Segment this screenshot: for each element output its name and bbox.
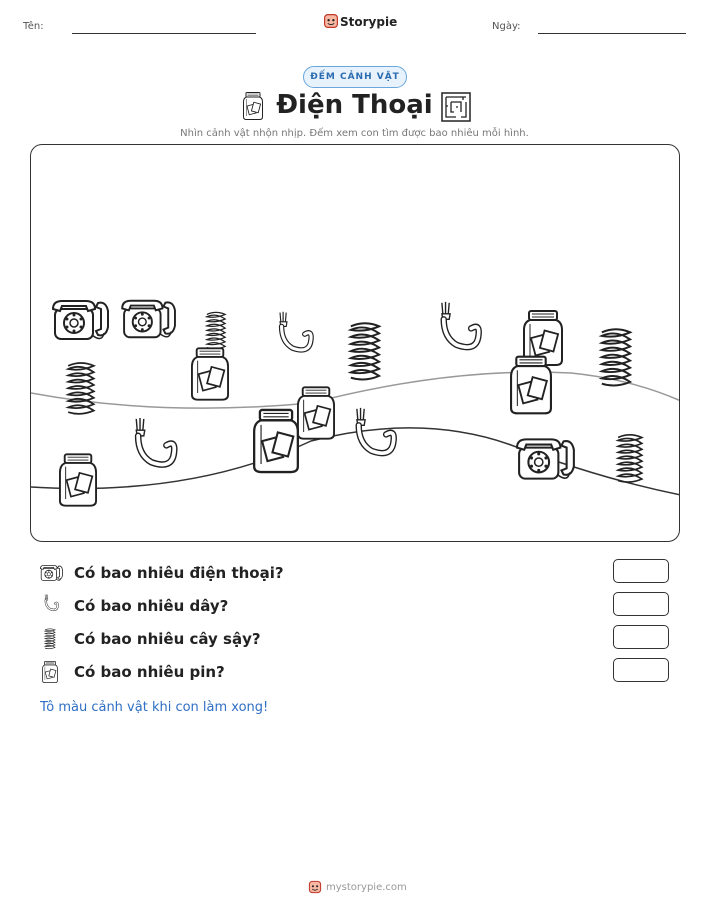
wire-3 — [136, 418, 174, 465]
question-batteries: Có bao nhiêu pin? — [74, 663, 225, 681]
question-wires: Có bao nhiêu dây? — [74, 597, 229, 615]
foreground-hill-line — [31, 428, 680, 495]
battery-jar-1 — [192, 348, 228, 399]
battery-jar-3 — [511, 357, 551, 414]
wire-1 — [280, 312, 311, 350]
wire-2 — [442, 302, 479, 347]
battery-jar-5 — [254, 410, 298, 472]
spring-1 — [207, 312, 225, 348]
date-line[interactable] — [538, 33, 686, 34]
question-telephones: Có bao nhiêu điện thoại? — [74, 564, 284, 582]
brand-name: Storypie — [340, 15, 398, 29]
battery-jar-4 — [298, 387, 334, 438]
answer-box-wires[interactable] — [613, 592, 669, 616]
telephone-3 — [517, 439, 574, 478]
spring-icon — [43, 628, 57, 650]
name-label: Tên: — [23, 21, 44, 32]
footer-website[interactable]: mystorypie.com — [326, 882, 407, 893]
coloring-note: Tô màu cảnh vật khi con làm xong! — [40, 700, 269, 715]
spring-4 — [68, 363, 94, 414]
date-label: Ngày: — [492, 21, 521, 32]
category-badge: ĐẾM CẢNH VẬT — [303, 66, 407, 88]
battery-jar-icon — [42, 661, 58, 683]
spring-2 — [351, 323, 379, 379]
counting-scene — [30, 144, 680, 542]
spring-5 — [618, 435, 642, 482]
telephone-icon — [40, 563, 64, 583]
storypie-footer-icon — [308, 880, 322, 894]
telephone-2 — [122, 301, 175, 337]
answer-box-batteries[interactable] — [613, 658, 669, 682]
storypie-logo-icon — [323, 13, 339, 29]
maze-icon — [441, 92, 471, 122]
spring-3 — [602, 329, 630, 385]
question-springs: Có bao nhiêu cây sậy? — [74, 630, 261, 648]
name-line[interactable] — [72, 33, 256, 34]
answer-box-springs[interactable] — [613, 625, 669, 649]
instructions: Nhìn cảnh vật nhộn nhịp. Đếm xem con tìm được bao nhiêu mỗi hình. — [180, 128, 529, 139]
background-hill-line — [31, 372, 680, 408]
page-title: Điện Thoại — [276, 90, 433, 120]
telephone-1 — [53, 301, 108, 339]
answer-box-telephones[interactable] — [613, 559, 669, 583]
wire-icon — [42, 594, 62, 616]
battery-jar-6 — [60, 454, 96, 505]
